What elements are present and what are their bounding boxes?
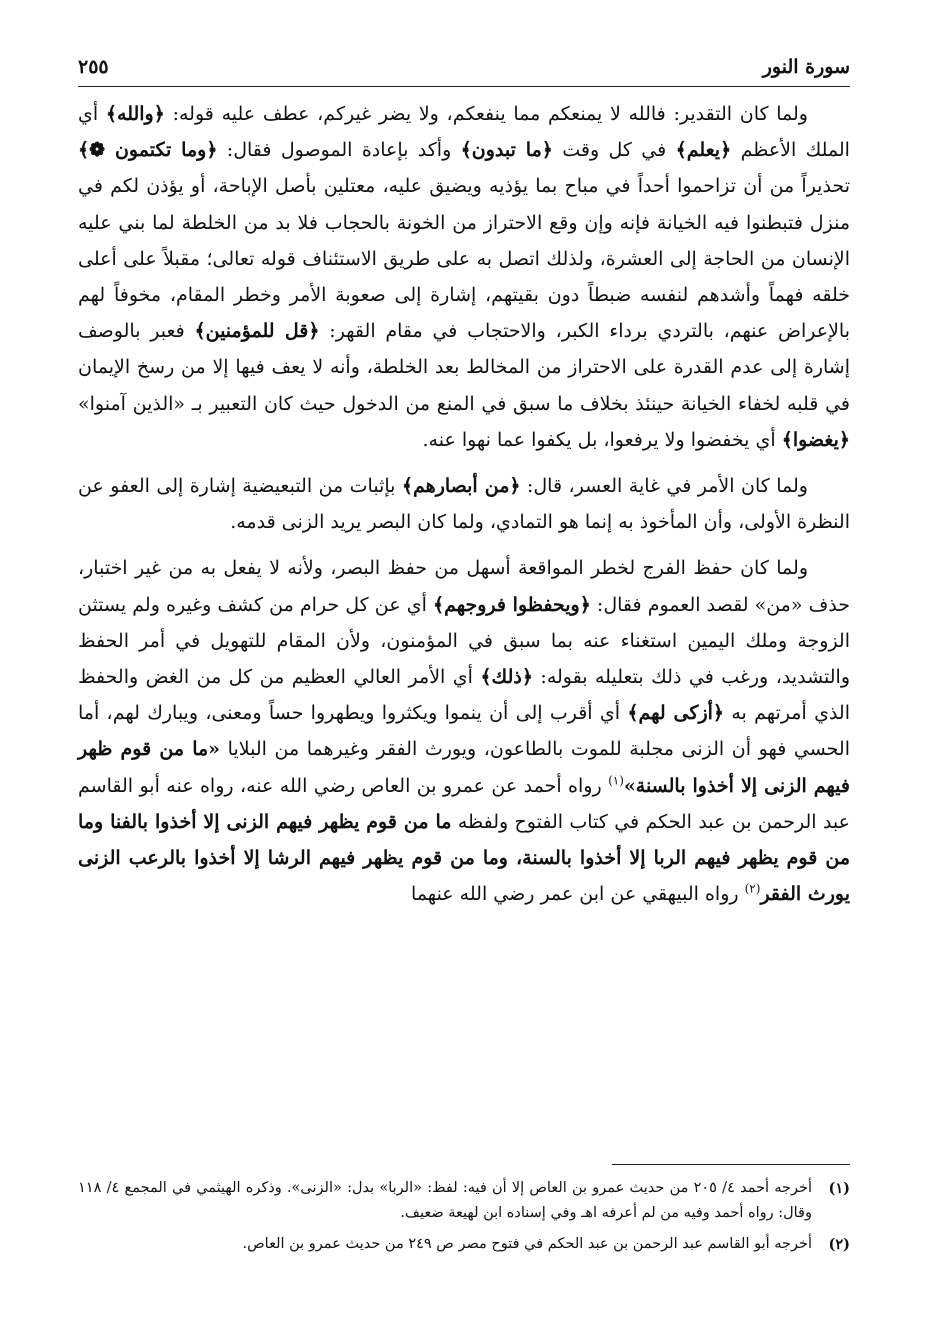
quran-quote: ﴿قل للمؤمنين﴾ [194, 320, 320, 343]
footnote-number: (٢) [828, 1236, 850, 1253]
page-header [78, 52, 850, 82]
quran-quote: ﴿ذلك﴾ [480, 666, 533, 689]
quran-quote: ﴿ويحفظوا فروجهم﴾ [432, 593, 591, 616]
footnote-text: أخرجه أحمد ٤/ ٢٠٥ من حديث عمرو بن العاص إلا أن فيه: لفظ: «الربا» بدل: «الزنى». وذكره الهيثمي في المجمع ٤/ ١١٨ وقال: رواه أحمد وفيه من لم أعرفه اهـ وفي إسناده ابن لهيعة ضعيف. [78, 1180, 813, 1221]
footnotes [78, 1176, 850, 1263]
quran-quote: ﴿وما تكتمون ❁﴾ [78, 139, 218, 162]
footnote-ref: (٢) [744, 881, 761, 896]
text-run: أي يخفضوا ولا يرفعوا، بل يكفوا عما نهوا عنه. [422, 428, 782, 451]
quran-quote: ﴿أزكى لهم﴾ [627, 702, 725, 725]
main-text [78, 96, 850, 912]
footnote-2 [78, 1232, 850, 1257]
text-run: وأكد بإعادة الموصول فقال: [217, 139, 461, 162]
quran-quote: ﴿يعلم﴾ [675, 139, 732, 162]
paragraph-3 [78, 550, 850, 912]
quran-quote: ﴿ما تبدون﴾ [460, 139, 553, 162]
footnote-divider [612, 1164, 850, 1165]
quran-quote: ﴿والله﴾ [105, 103, 165, 125]
header-divider [78, 86, 850, 87]
text-run: أي أقرب إلى أن ينموا ويكثروا ويطهروا حساً ومعنى، ويبارك لهم، أما الحسي فهو أن الزنى مجلبة للموت بالطاعون، ويورث الفقر وغيرهما من البلايا [78, 702, 850, 761]
text-run: أي الملك الأعظم [78, 103, 850, 162]
text-run: في كل وقت [552, 139, 676, 162]
hadith-text: ما من قوم يظهر فيهم الزنى إلا أخذوا بالفنا وما من قوم يظهر فيهم الربا إلا أخذوا بالسنة، وما من قوم يظهر فيهم الرشا إلا أخذوا بالرعب الزنى يورث الفقر [78, 810, 850, 906]
text-run: أي الأمر العالي العظيم من كل من الغض والحفظ الذي أمرتهم به [78, 666, 850, 725]
quran-quote: ﴿يغضوا﴾ [781, 428, 850, 451]
footnote-1 [78, 1176, 850, 1226]
footnote-text: أخرجه أبو القاسم عبد الرحمن بن عبد الحكم في فتوح مصر ص ٢٤٩ من حديث عمرو بن العاص. [242, 1236, 812, 1252]
text-run: ولما كان حفظ الفرج لخطر المواقعة أسهل من حفظ البصر، ولأنه لا يفعل به من غير اختبار، حذف «من» لقصد العموم فقال: [78, 557, 850, 616]
text-run: بإثبات من التبعيضية إشارة إلى العفو عن النظرة الأولى، وأن المأخوذ به إنما هو التمادي، ولما كان البصر يريد الزنى قدمه. [78, 475, 850, 534]
paragraph-2 [78, 468, 850, 540]
text-run: رواه أحمد عن عمرو بن العاص رضي الله عنه، رواه عنه أبو القاسم عبد الرحمن بن عبد الحكم في كتاب الفتوح ولفظه [78, 774, 850, 833]
quran-quote: ﴿من أبصارهم﴾ [401, 475, 521, 498]
footnote-ref: (١) [608, 773, 624, 788]
page-number: ٢٥٥ [78, 56, 109, 78]
text-run: رواه البيهقي عن ابن عمر رضي الله عنهما [411, 883, 745, 906]
text-run: ولما كان التقدير: فالله لا يمنعكم مما ينفعكم، ولا يضر غيركم، عطف عليه قوله: [164, 103, 808, 125]
surah-title: سورة النور [762, 56, 850, 78]
paragraph-1 [78, 96, 850, 458]
hadith-text: «ما من قوم ظهر فيهم الزنى إلا أخذوا بالسنة» [78, 738, 850, 797]
text-run: أي عن كل حرام من كشف وغيره ولم يستثن الزوجة وملك اليمين استغناء عنه بما سبق في المؤمنون، ولأن المقام للتهويل في أمر الحفظ والتشديد، ورغب في ذلك بتعليله بقوله: [78, 593, 850, 689]
footnote-number: (١) [828, 1180, 850, 1197]
text-run: ولما كان الأمر في غاية العسر، قال: [520, 475, 808, 498]
text-run: تحذيراً من أن تزاحموا أحداً في مباح بما يؤذيه ويضيق عليه، معتلين بأصل الإباحة، أو يؤذن لكم في منزل فتبطنوا فيه الخيانة فإنه وإن وقع الاحتراز من الخونة بالحجاب فلا بد من الخلطة لما بني عليه الإنسان من الحاجة إلى العشرة، ولذلك اتصل به على طريق الاستئناف قوله تعالى؛ مقبلاً على أعلى خلقه فهماً وأشدهم لنفسه ضبطاً دون بقيتهم، إشارة إلى صعوبة الأمر وخطر المقام، مخوفاً لهم بالإعراض عنهم، بالتردي برداء الكبر، والاحتجاب في مقام القهر: [78, 175, 850, 343]
text-run: فعبر بالوصف إشارة إلى عدم القدرة على الاحتراز من المخالط بعد الخلطة، وأنه لا يعف فيها إلا من رسخ الإيمان في قلبه لخفاء الخيانة حينئذ بخلاف ما سبق في المنع من الدخول حيث كان التعبير بـ «الذين آمنوا» [78, 320, 850, 415]
